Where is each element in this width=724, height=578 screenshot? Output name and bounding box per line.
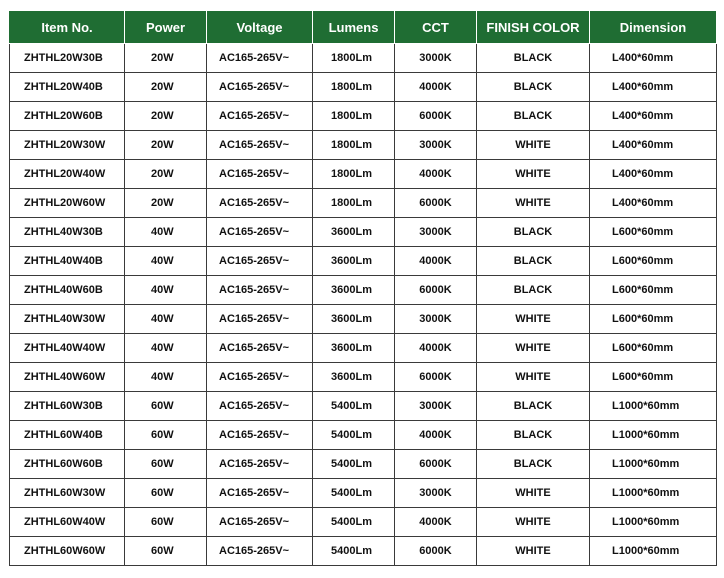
header-cct: CCT — [395, 11, 477, 44]
header-finish-color: FINISH COLOR — [477, 11, 590, 44]
cell-power: 20W — [125, 102, 207, 131]
cell-dimension: L600*60mm — [590, 276, 717, 305]
cell-voltage: AC165-265V~ — [207, 363, 313, 392]
cell-power: 60W — [125, 421, 207, 450]
cell-voltage: AC165-265V~ — [207, 44, 313, 73]
cell-finish-color: BLACK — [477, 73, 590, 102]
cell-voltage: AC165-265V~ — [207, 508, 313, 537]
cell-voltage: AC165-265V~ — [207, 160, 313, 189]
cell-lumens: 1800Lm — [313, 102, 395, 131]
cell-item-no: ZHTHL20W60W — [10, 189, 125, 218]
cell-finish-color: BLACK — [477, 450, 590, 479]
cell-item-no: ZHTHL60W60W — [10, 537, 125, 566]
cell-item-no: ZHTHL20W40W — [10, 160, 125, 189]
cell-lumens: 3600Lm — [313, 218, 395, 247]
table-row — [10, 276, 717, 305]
cell-power: 60W — [125, 508, 207, 537]
table-row — [10, 508, 717, 537]
cell-lumens: 1800Lm — [313, 73, 395, 102]
cell-finish-color: BLACK — [477, 392, 590, 421]
cell-cct: 3000K — [395, 305, 477, 334]
cell-lumens: 5400Lm — [313, 479, 395, 508]
cell-finish-color: WHITE — [477, 160, 590, 189]
cell-cct: 3000K — [395, 44, 477, 73]
cell-item-no: ZHTHL60W60B — [10, 450, 125, 479]
cell-dimension: L400*60mm — [590, 44, 717, 73]
cell-cct: 6000K — [395, 363, 477, 392]
cell-voltage: AC165-265V~ — [207, 479, 313, 508]
cell-item-no: ZHTHL40W60B — [10, 276, 125, 305]
cell-voltage: AC165-265V~ — [207, 73, 313, 102]
cell-item-no: ZHTHL40W40B — [10, 247, 125, 276]
cell-lumens: 5400Lm — [313, 421, 395, 450]
cell-dimension: L600*60mm — [590, 247, 717, 276]
cell-item-no: ZHTHL20W40B — [10, 73, 125, 102]
cell-dimension: L400*60mm — [590, 189, 717, 218]
table-row — [10, 73, 717, 102]
header-power: Power — [125, 11, 207, 44]
cell-cct: 3000K — [395, 131, 477, 160]
cell-voltage: AC165-265V~ — [207, 218, 313, 247]
cell-power: 40W — [125, 363, 207, 392]
cell-cct: 4000K — [395, 508, 477, 537]
cell-power: 60W — [125, 450, 207, 479]
cell-dimension: L1000*60mm — [590, 450, 717, 479]
cell-cct: 3000K — [395, 218, 477, 247]
cell-power: 20W — [125, 189, 207, 218]
cell-voltage: AC165-265V~ — [207, 189, 313, 218]
cell-finish-color: WHITE — [477, 479, 590, 508]
cell-cct: 6000K — [395, 450, 477, 479]
cell-cct: 3000K — [395, 392, 477, 421]
cell-cct: 6000K — [395, 537, 477, 566]
cell-cct: 4000K — [395, 334, 477, 363]
cell-item-no: ZHTHL60W30W — [10, 479, 125, 508]
cell-power: 20W — [125, 131, 207, 160]
cell-finish-color: BLACK — [477, 44, 590, 73]
cell-item-no: ZHTHL20W60B — [10, 102, 125, 131]
cell-lumens: 1800Lm — [313, 189, 395, 218]
table-row — [10, 247, 717, 276]
cell-power: 40W — [125, 276, 207, 305]
cell-lumens: 3600Lm — [313, 305, 395, 334]
table-row — [10, 334, 717, 363]
cell-lumens: 5400Lm — [313, 392, 395, 421]
cell-finish-color: BLACK — [477, 218, 590, 247]
table-row — [10, 363, 717, 392]
cell-finish-color: WHITE — [477, 131, 590, 160]
cell-lumens: 5400Lm — [313, 537, 395, 566]
cell-cct: 4000K — [395, 160, 477, 189]
cell-finish-color: BLACK — [477, 276, 590, 305]
cell-dimension: L600*60mm — [590, 305, 717, 334]
cell-power: 20W — [125, 160, 207, 189]
table-row — [10, 102, 717, 131]
table-row — [10, 305, 717, 334]
cell-lumens: 1800Lm — [313, 44, 395, 73]
cell-dimension: L1000*60mm — [590, 479, 717, 508]
table-row — [10, 218, 717, 247]
table-row — [10, 537, 717, 566]
cell-cct: 4000K — [395, 73, 477, 102]
cell-power: 20W — [125, 44, 207, 73]
header-item-no: Item No. — [10, 11, 125, 44]
cell-cct: 3000K — [395, 479, 477, 508]
cell-power: 40W — [125, 247, 207, 276]
cell-item-no: ZHTHL60W30B — [10, 392, 125, 421]
cell-voltage: AC165-265V~ — [207, 247, 313, 276]
cell-dimension: L1000*60mm — [590, 421, 717, 450]
cell-finish-color: BLACK — [477, 102, 590, 131]
cell-lumens: 5400Lm — [313, 508, 395, 537]
cell-dimension: L400*60mm — [590, 160, 717, 189]
cell-lumens: 3600Lm — [313, 276, 395, 305]
cell-finish-color: WHITE — [477, 305, 590, 334]
cell-cct: 4000K — [395, 247, 477, 276]
cell-finish-color: WHITE — [477, 334, 590, 363]
cell-lumens: 3600Lm — [313, 334, 395, 363]
header-lumens: Lumens — [313, 11, 395, 44]
cell-dimension: L600*60mm — [590, 334, 717, 363]
table-row — [10, 189, 717, 218]
table-row — [10, 44, 717, 73]
cell-finish-color: WHITE — [477, 363, 590, 392]
cell-item-no: ZHTHL20W30W — [10, 131, 125, 160]
cell-lumens: 3600Lm — [313, 363, 395, 392]
cell-power: 20W — [125, 73, 207, 102]
cell-cct: 6000K — [395, 276, 477, 305]
cell-finish-color: WHITE — [477, 508, 590, 537]
cell-voltage: AC165-265V~ — [207, 392, 313, 421]
cell-lumens: 1800Lm — [313, 131, 395, 160]
cell-item-no: ZHTHL60W40B — [10, 421, 125, 450]
cell-item-no: ZHTHL40W60W — [10, 363, 125, 392]
cell-dimension: L600*60mm — [590, 363, 717, 392]
table-body — [10, 44, 717, 566]
cell-item-no: ZHTHL40W30W — [10, 305, 125, 334]
table-row — [10, 160, 717, 189]
cell-dimension: L400*60mm — [590, 102, 717, 131]
cell-finish-color: WHITE — [477, 189, 590, 218]
cell-dimension: L1000*60mm — [590, 537, 717, 566]
cell-voltage: AC165-265V~ — [207, 537, 313, 566]
cell-lumens: 5400Lm — [313, 450, 395, 479]
cell-power: 40W — [125, 334, 207, 363]
product-spec-table — [9, 10, 717, 566]
cell-item-no: ZHTHL40W40W — [10, 334, 125, 363]
cell-lumens: 3600Lm — [313, 247, 395, 276]
cell-voltage: AC165-265V~ — [207, 102, 313, 131]
table-row — [10, 392, 717, 421]
table-row — [10, 421, 717, 450]
cell-cct: 6000K — [395, 189, 477, 218]
cell-voltage: AC165-265V~ — [207, 450, 313, 479]
cell-dimension: L600*60mm — [590, 218, 717, 247]
table-row — [10, 131, 717, 160]
cell-voltage: AC165-265V~ — [207, 334, 313, 363]
table-header-row — [10, 11, 717, 44]
cell-finish-color: WHITE — [477, 537, 590, 566]
cell-cct: 6000K — [395, 102, 477, 131]
cell-item-no: ZHTHL60W40W — [10, 508, 125, 537]
cell-dimension: L400*60mm — [590, 131, 717, 160]
cell-item-no: ZHTHL40W30B — [10, 218, 125, 247]
cell-power: 60W — [125, 537, 207, 566]
cell-dimension: L1000*60mm — [590, 392, 717, 421]
header-dimension: Dimension — [590, 11, 717, 44]
cell-voltage: AC165-265V~ — [207, 421, 313, 450]
cell-finish-color: BLACK — [477, 247, 590, 276]
cell-finish-color: BLACK — [477, 421, 590, 450]
cell-dimension: L400*60mm — [590, 73, 717, 102]
cell-power: 60W — [125, 479, 207, 508]
cell-power: 40W — [125, 305, 207, 334]
cell-cct: 4000K — [395, 421, 477, 450]
cell-power: 40W — [125, 218, 207, 247]
table-row — [10, 450, 717, 479]
table-row — [10, 479, 717, 508]
cell-voltage: AC165-265V~ — [207, 131, 313, 160]
cell-lumens: 1800Lm — [313, 160, 395, 189]
cell-power: 60W — [125, 392, 207, 421]
header-voltage: Voltage — [207, 11, 313, 44]
cell-item-no: ZHTHL20W30B — [10, 44, 125, 73]
cell-voltage: AC165-265V~ — [207, 276, 313, 305]
cell-dimension: L1000*60mm — [590, 508, 717, 537]
cell-voltage: AC165-265V~ — [207, 305, 313, 334]
spec-table-container — [9, 10, 716, 566]
